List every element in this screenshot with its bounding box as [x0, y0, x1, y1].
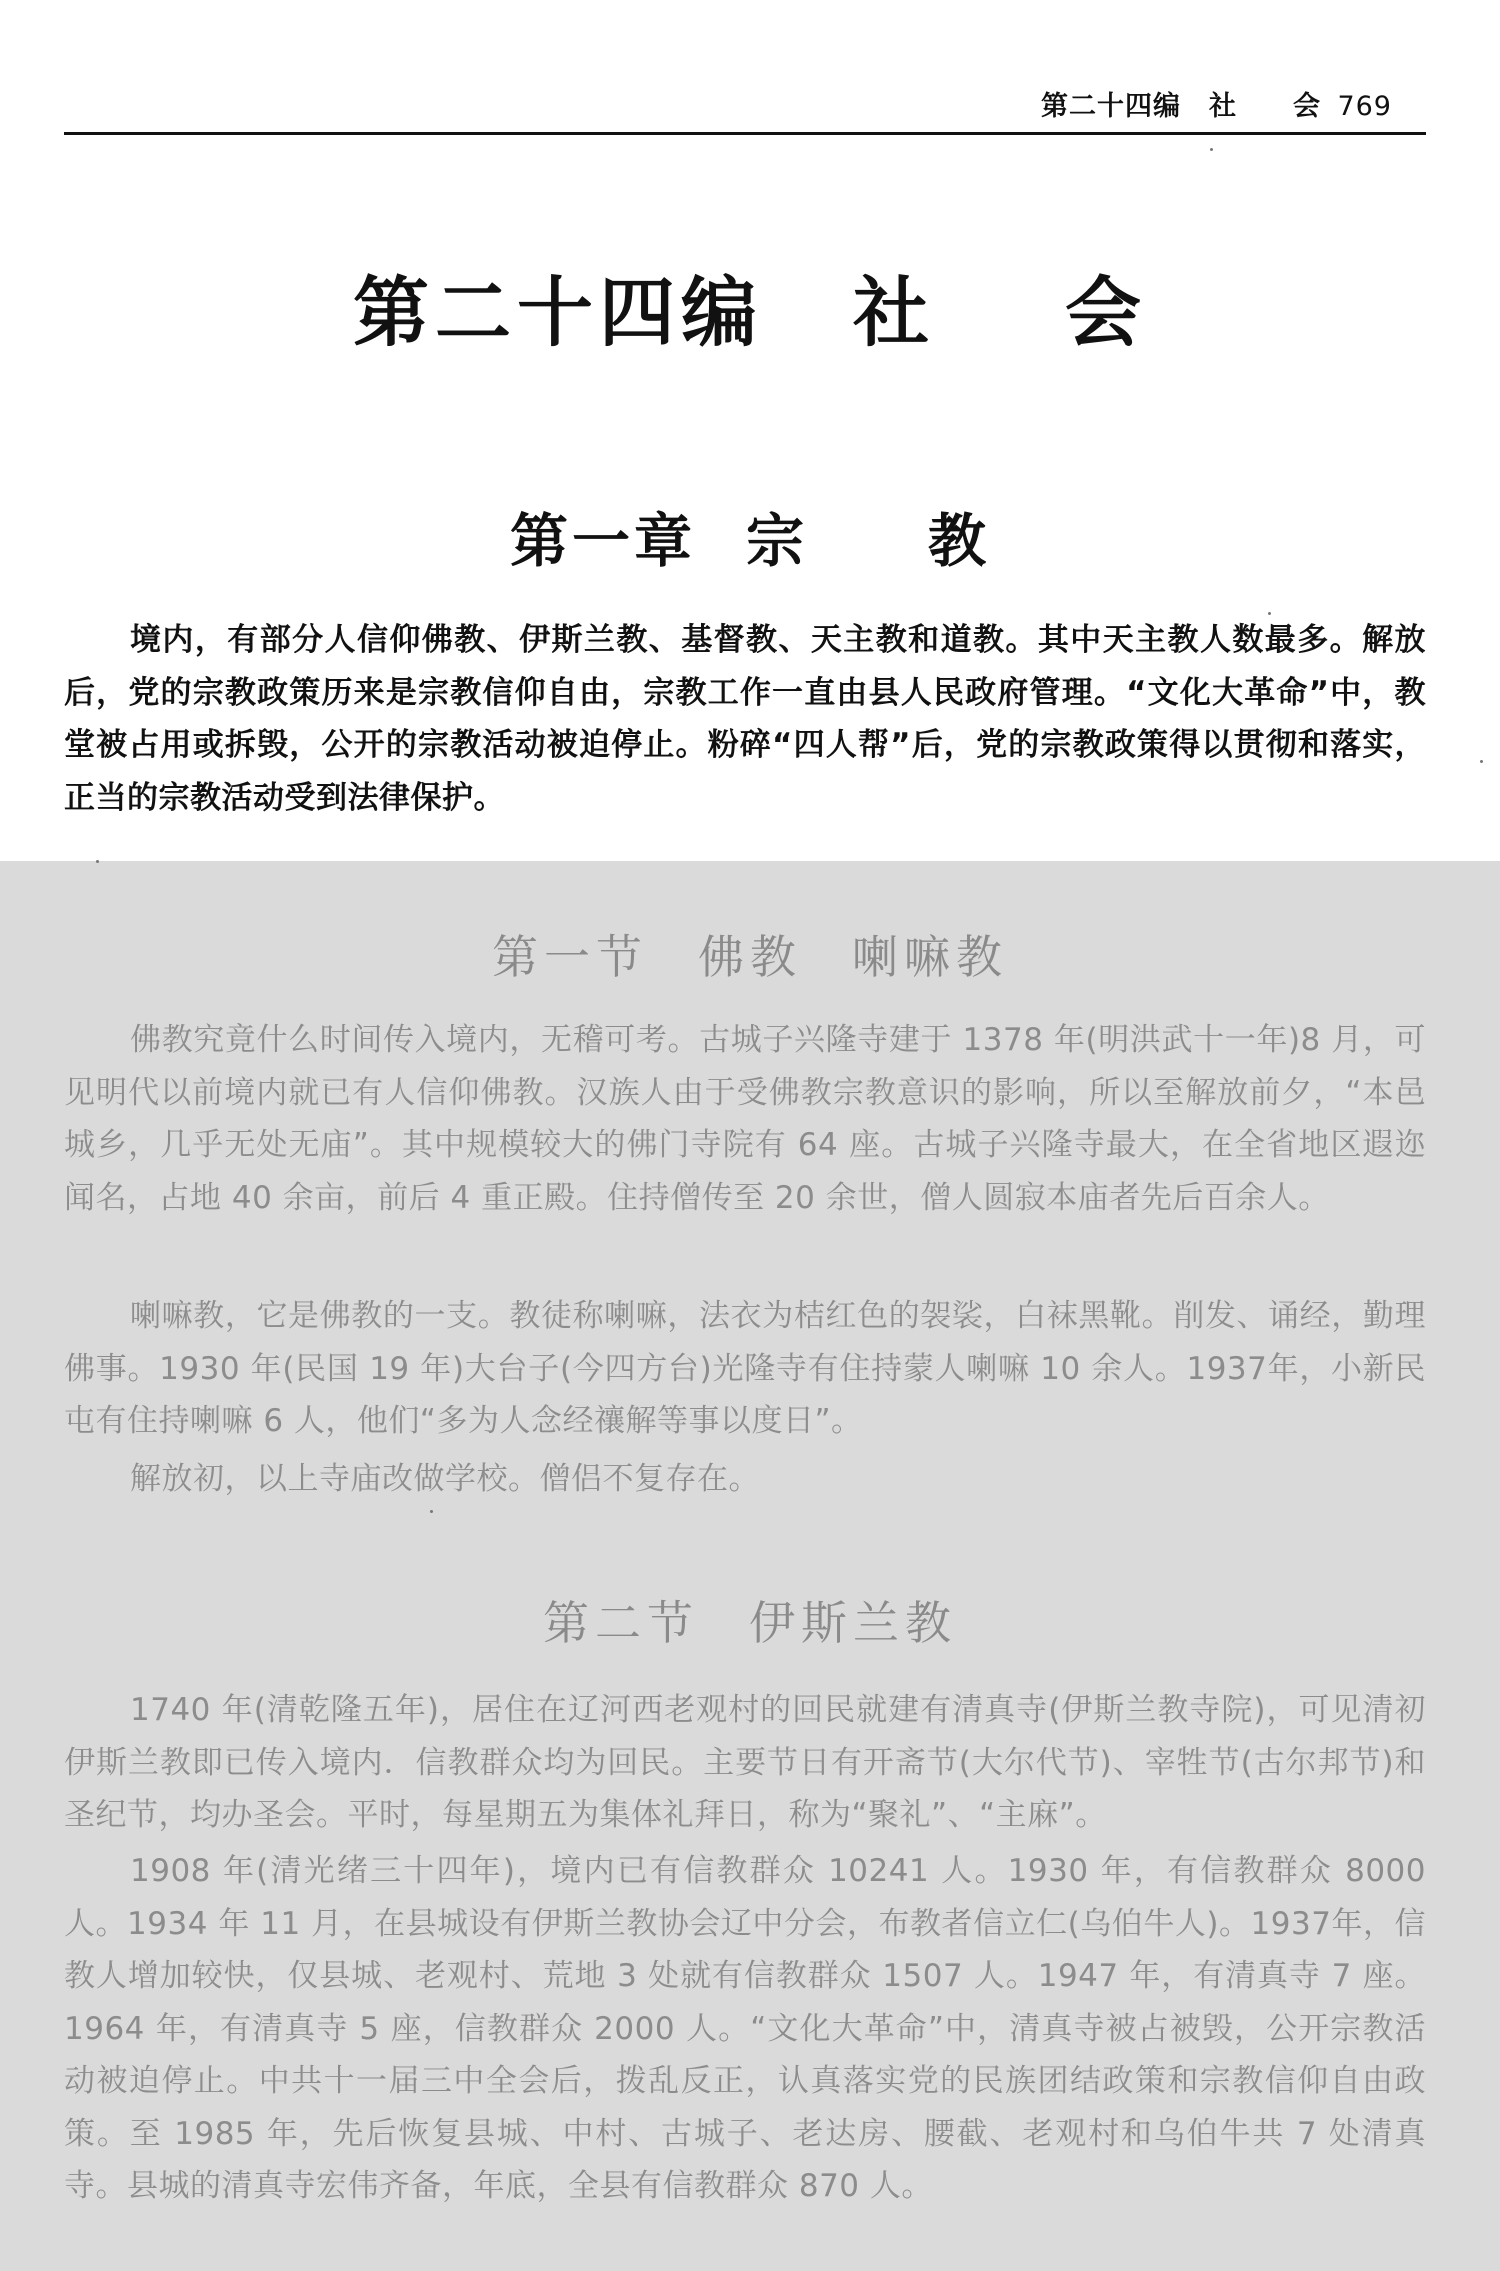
running-title: 第二十四编 社 会 — [1041, 91, 1322, 122]
running-header — [64, 80, 1426, 135]
section-1-paragraph: 佛教究竟什么时间传入境内，无稽可考。古城子兴隆寺建于 1378 年(明洪武十一年)8 月，可见明代以前境内就已有人信仰佛教。汉族人由于受佛教宗教意识的影响，所以至解放前夕，“本邑城乡，几乎无处无庙”。其中规模较大的佛门寺院有 64 座。古城子兴隆寺最大，在全省地区遐迩闻名，占地 40 余亩，前后 4 重正殿。住持僧传至 20 余世，僧人圆寂本庙者先后百余人。 — [64, 1022, 1426, 1216]
part-word-2: 会 — [1065, 268, 1147, 357]
part-number: 第二十四编 — [353, 268, 763, 357]
part-title — [0, 252, 1500, 361]
scan-speck — [1480, 760, 1483, 763]
scan-speck — [1210, 148, 1213, 151]
section-2-paragraph: 1908 年(清光绪三十四年)，境内已有信教群众 10241 人。1930 年，有信教群众 8000人。1934 年 11 月，在县城设有伊斯兰教协会辽中分会，布教者信立仁(乌伯牛人)。1937年，信教人增加较快，仅县城、老观村、荒地 3 处就有信教群众 1507 人。1947 年，有清真寺 7 座。1964 年，有清真寺 5 座，信教群众 2000 人。“文化大革命”中，清真寺被占被毁，公开宗教活动被迫停止。中共十一届三中全会后，拨乱反正，认真落实党的民族团结政策和宗教信仰自由政策。至 1985 年，先后恢复县城、中村、古城子、老达房、腰截、老观村和乌伯牛共 7 处清真寺。县城的清真寺宏伟齐备，年底，全县有信教群众 870 人。 — [64, 1853, 1426, 2204]
scan-speck — [96, 860, 99, 863]
section-2-title — [0, 1587, 1500, 1653]
intro-paragraph: 境内，有部分人信仰佛教、伊斯兰教、基督教、天主教和道教。其中天主教人数最多。解放后，党的宗教政策历来是宗教信仰自由，宗教工作一直由县人民政府管理。“文化大革命”中，教堂被占用或拆毁，公开的宗教活动被迫停止。粉碎“四人帮”后，党的宗教政策得以贯彻和落实，正当的宗教活动受到法律保护。 — [64, 622, 1426, 816]
chapter-word-1: 宗 — [745, 507, 808, 575]
chapter-number: 第一章 — [509, 507, 696, 575]
chapter-word-2: 教 — [928, 507, 991, 575]
section-1-number: 第一节 — [492, 930, 648, 984]
section-1-title — [0, 921, 1500, 987]
section-1-name-2: 喇嘛教 — [852, 930, 1008, 984]
section-2-number: 第二节 — [543, 1596, 699, 1650]
page-number: 769 — [1337, 91, 1392, 122]
section-1-paragraph: 喇嘛教，它是佛教的一支。教徒称喇嘛，法衣为桔红色的袈裟，白袜黑靴。削发、诵经，勤理佛事。1930 年(民国 19 年)大台子(今四方台)光隆寺有住持蒙人喇嘛 10 余人。1937年，小新民屯有住持喇嘛 6 人，他们“多为人念经禳解等事以度日”。 — [64, 1298, 1426, 1439]
section-2-paragraph: 1740 年(清乾隆五年)，居住在辽河西老观村的回民就建有清真寺(伊斯兰教寺院)，可见清初伊斯兰教即已传入境内．信教群众均为回民。主要节日有开斋节(大尔代节)、宰牲节(古尔邦节)和圣纪节，均办圣会。平时，每星期五为集体礼拜日，称为“聚礼”、“主麻”。 — [64, 1692, 1426, 1833]
scan-speck — [1268, 612, 1271, 615]
section-1-paragraph: 解放初，以上寺庙改做学校。僧侣不复存在。 — [130, 1461, 760, 1497]
part-word-1: 社 — [853, 268, 935, 357]
section-2-name: 伊斯兰教 — [749, 1596, 957, 1650]
scan-speck — [430, 1510, 433, 1513]
section-1-name-1: 佛教 — [698, 930, 802, 984]
chapter-title — [0, 494, 1500, 578]
section-area — [0, 861, 1500, 2271]
